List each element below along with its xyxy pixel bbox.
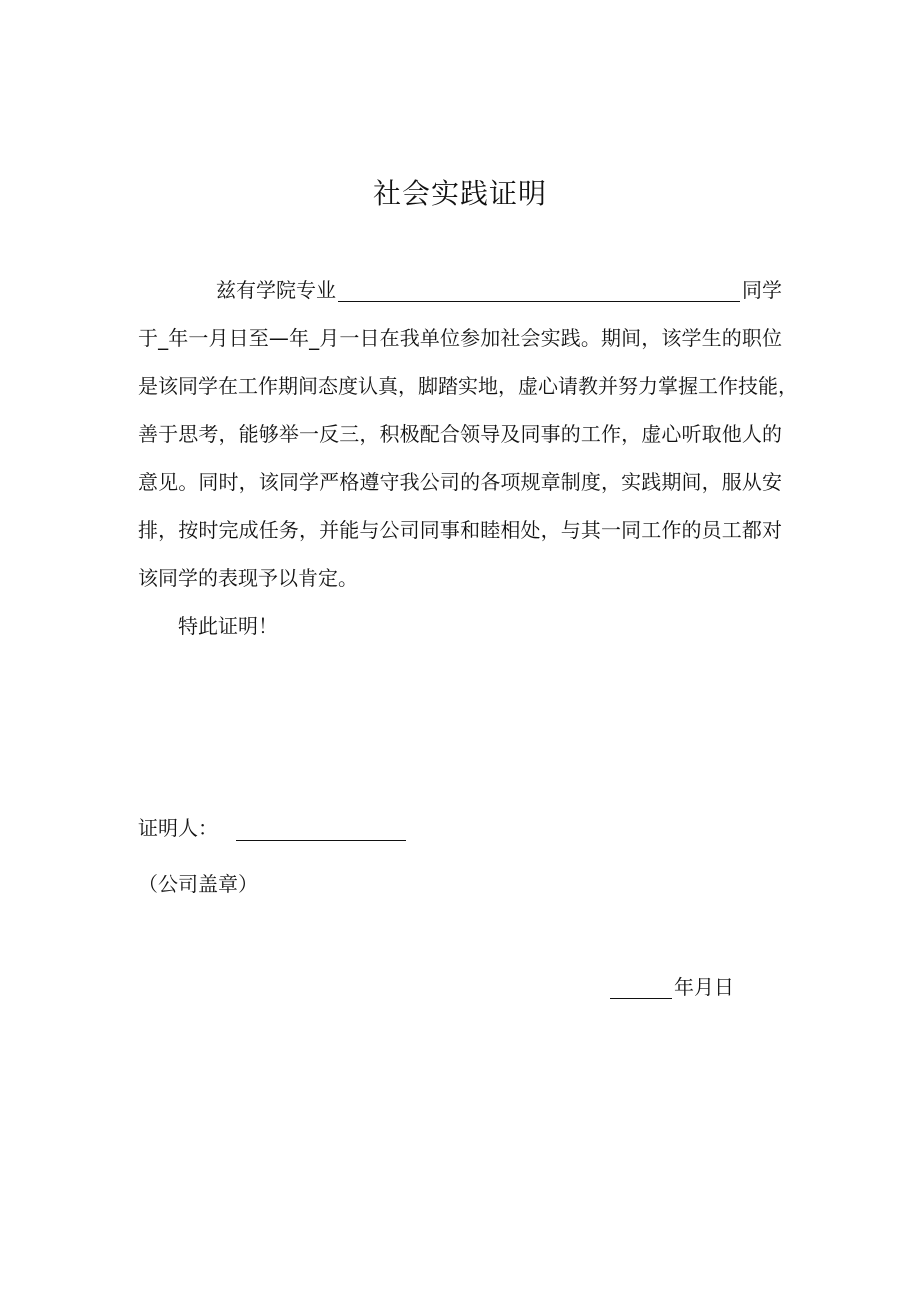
body-line-7: 该同学的表现予以肯定。: [138, 566, 358, 590]
body-line-2: 于_年一月日至—年_月一日在我单位参加社会实践。期间，该学生的职位: [138, 326, 782, 350]
body-line-6: 排，按时完成任务，并能与公司同事和睦相处，与其一同工作的员工都对: [138, 518, 782, 542]
body-line-1: [216, 275, 782, 305]
date-row: [610, 972, 734, 1002]
document-title: 社会实践证明: [372, 177, 547, 210]
body-line-3: 是该同学在工作期间态度认真，脚踏实地，虚心请教并努力掌握工作技能，: [138, 374, 798, 398]
major-name-blank: [338, 277, 740, 302]
line1-suffix: 同学: [742, 278, 782, 302]
date-label: 年月日: [674, 975, 734, 999]
year-blank: [610, 974, 672, 999]
signer-label: 证明人：: [138, 816, 218, 840]
company-seal-note: （公司盖章）: [138, 872, 258, 896]
line1-prefix: 兹有学院专业: [216, 278, 336, 302]
signer-row: [138, 813, 406, 843]
closing-statement: 特此证明！: [178, 614, 278, 638]
signer-blank: [236, 816, 406, 841]
body-line-5: 意见。同时，该同学严格遵守我公司的各项规章制度，实践期间，服从安: [138, 470, 782, 494]
body-line-4: 善于思考，能够举一反三，积极配合领导及同事的工作，虚心听取他人的: [138, 422, 782, 446]
